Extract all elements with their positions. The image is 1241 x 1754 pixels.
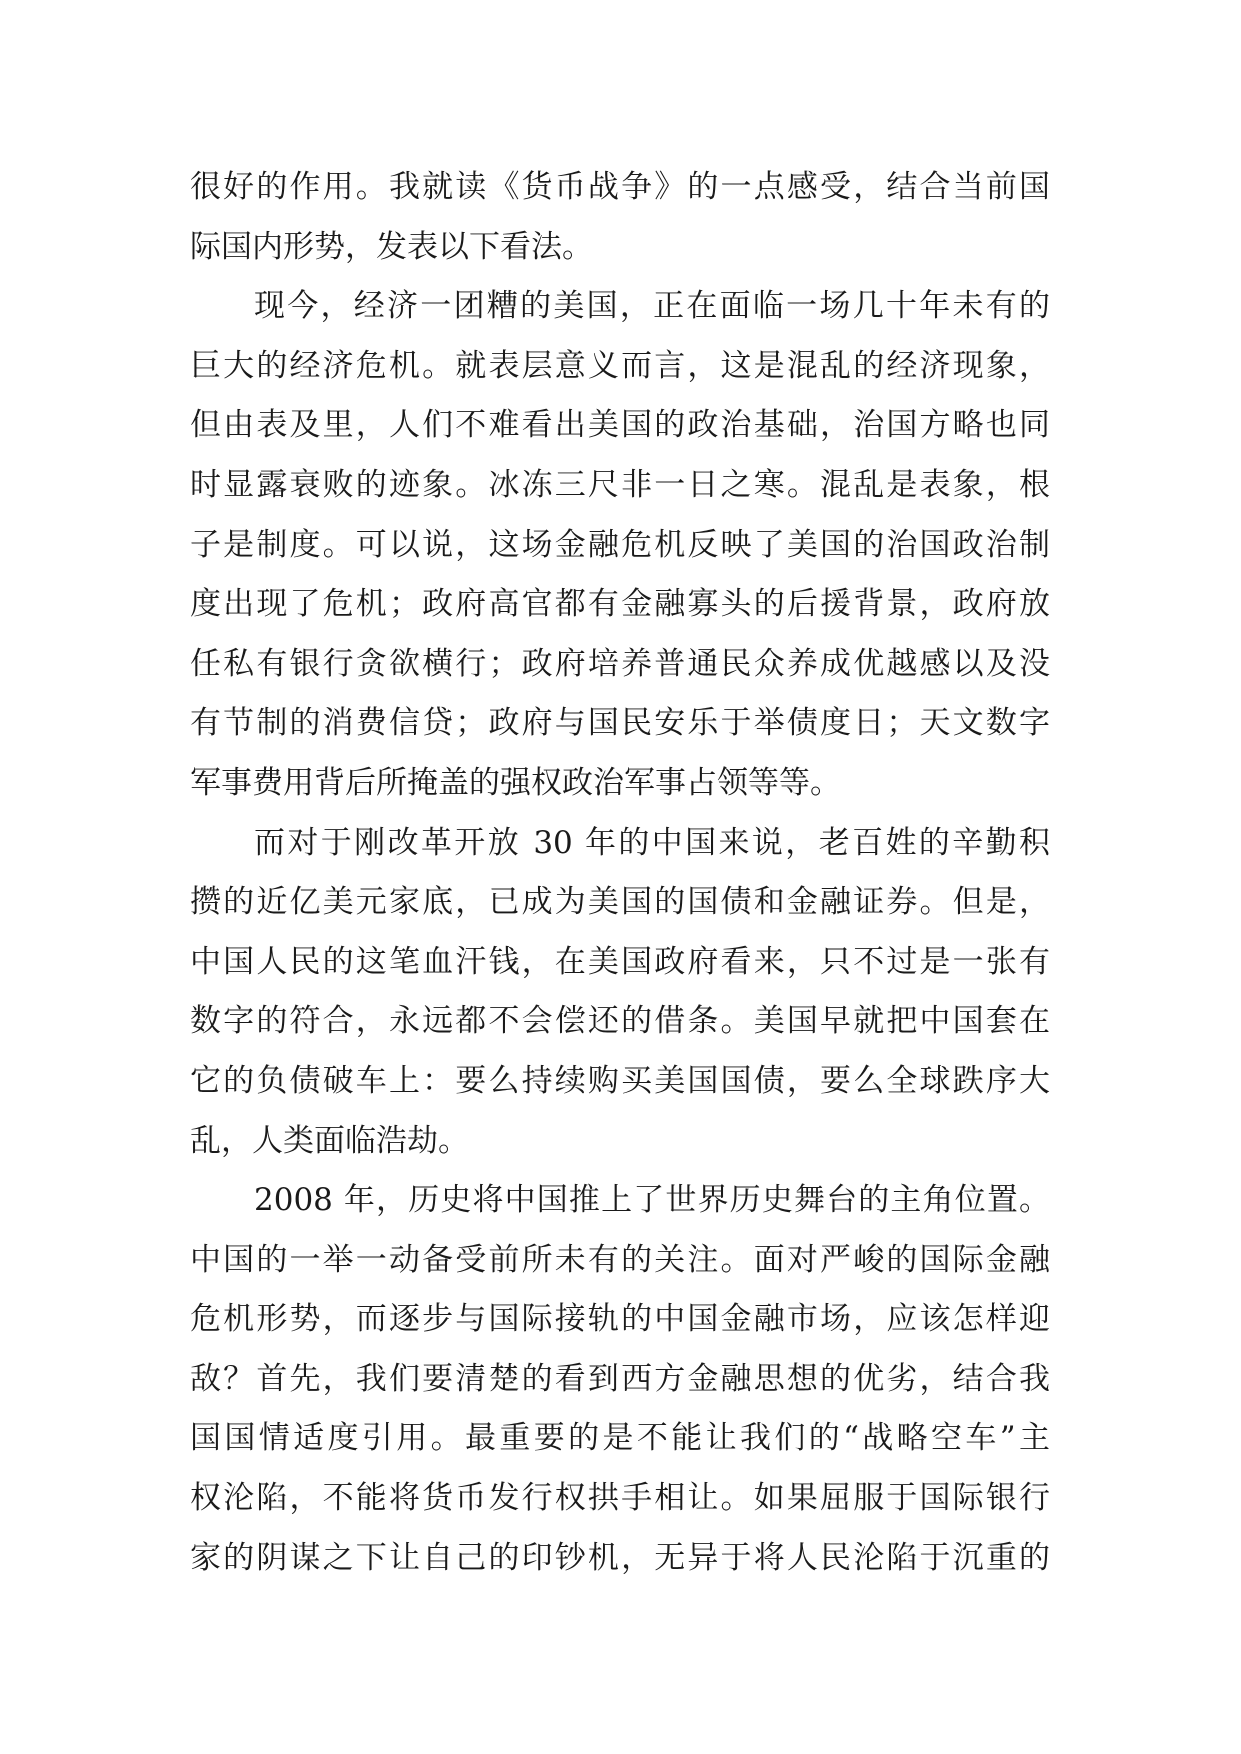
text-line: 际国内形势，发表以下看法。 [190,228,593,265]
text-line: 军事费用背后所掩盖的强权政治军事占领等等。 [190,764,841,801]
text-line: 攒的近亿美元家底，已成为美国的国债和金融证券。但是， [190,884,1050,921]
text-line: 子是制度。可以说，这场金融危机反映了美国的治国政治制 [190,526,1050,563]
text-line: 2008 年，历史将中国推上了世界历史舞台的主角位置。 [254,1182,1050,1219]
text-line: 乱，人类面临浩劫。 [190,1122,469,1159]
text-line: 但由表及里，人们不难看出美国的政治基础，治国方略也同 [190,407,1050,444]
text-line: 而对于刚改革开放 30 年的中国来说，老百姓的辛勤积 [254,824,1050,861]
text-line: 巨大的经济危机。就表层意义而言，这是混乱的经济现象， [190,347,1050,384]
text-line: 有节制的消费信贷；政府与国民安乐于举债度日；天文数字 [190,705,1050,742]
text-line: 很好的作用。我就读《货币战争》的一点感受，结合当前国 [190,169,1050,205]
text-line: 数字的符合，永远都不会偿还的借条。美国早就把中国套在 [190,1003,1050,1040]
text-line: 国国情适度引用。最重要的是不能让我们的“战略空车”主 [190,1420,1050,1457]
text-line: 时显露衰败的迹象。冰冻三尺非一日之寒。混乱是表象，根 [190,466,1050,503]
text-line: 中国的一举一动备受前所未有的关注。面对严峻的国际金融 [190,1241,1050,1278]
text-line: 度出现了危机；政府高官都有金融寡头的后援背景，政府放 [190,586,1050,623]
text-line: 任私有银行贪欲横行；政府培养普通民众养成优越感以及没 [190,645,1050,682]
text-line: 现今，经济一团糟的美国，正在面临一场几十年未有的 [254,288,1050,325]
text-line: 家的阴谋之下让自己的印钞机，无异于将人民沦陷于沉重的 [190,1539,1050,1576]
text-line: 中国人民的这笔血汗钱，在美国政府看来，只不过是一张有 [190,943,1050,980]
body-text [190,158,1050,1588]
text-line: 权沦陷，不能将货币发行权拱手相让。如果屈服于国际银行 [190,1480,1050,1517]
text-line: 它的负债破车上：要么持续购买美国国债，要么全球跌序大 [190,1062,1050,1099]
text-line: 危机形势，而逐步与国际接轨的中国金融市场，应该怎样迎 [190,1301,1050,1338]
text-line: 敌？首先，我们要清楚的看到西方金融思想的优劣，结合我 [190,1360,1050,1397]
